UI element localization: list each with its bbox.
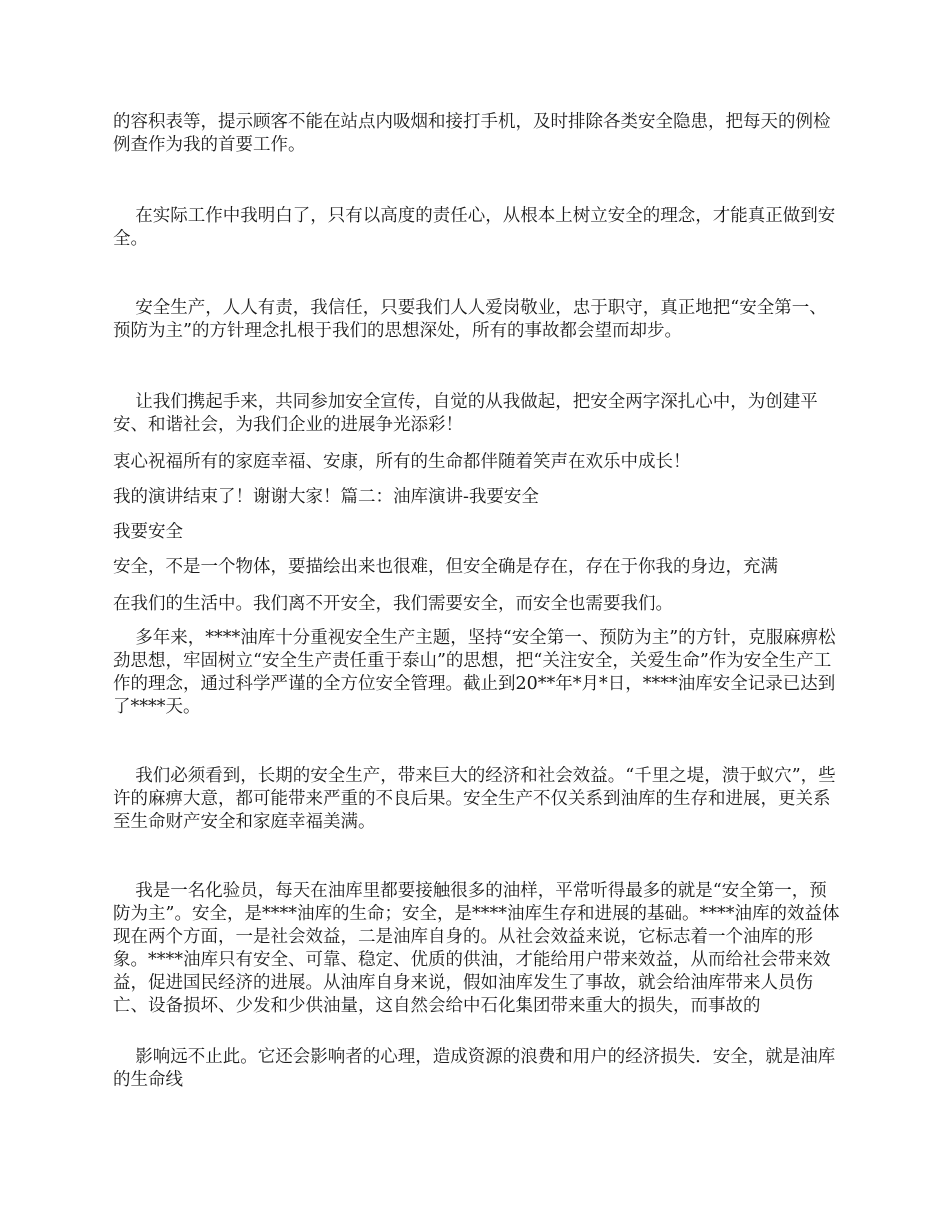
paragraph: 让我们携起手来，共同参加安全宣传，自觉的从我做起，把安全两字深扎心中，为创建平安、和谐社会，为我们企业的进展争光添彩！ (113, 392, 818, 435)
paragraph: 安全生产，人人有责，我信任，只要我们人人爱岗敬业，忠于职守，真正地把“安全第一、预防为主”的方针理念扎根于我们的思想深处，所有的事故都会望而却步。 (113, 298, 827, 341)
paragraph: 我是一名化验员，每天在油库里都要接触很多的油样，平常听得最多的就是“安全第一，预防为主”。安全，是****油库的生命；安全，是****油库生存和进展的基础。****油库的效益体现在两个方面，一是社会效益，二是油库自身的。从社会效益来说，它标志着一个油库的形象。****油库只有安全、可靠、稳定、优质的供油，才能给用户带来效益，从而给社会带来效益，促进国民经济的进展。从油库自身来说，假如油库发生了事故，就会给油库带来人员伤亡、设备损坏、少发和少供油量，这自然会给中石化集团带来重大的损失，而事故的 (113, 881, 840, 1016)
paragraph: 影响远不止此。它还会影响者的心理，造成资源的浪费和用户的经济损失．安全，就是油库的生命线 (113, 1047, 836, 1090)
paragraph: 在我们的生活中。我们离不开安全，我们需要安全，而安全也需要我们。 (113, 594, 673, 614)
paragraph: 的容积表等，提示顾客不能在站点内吸烟和接打手机，及时排除各类安全隐患，把每天的例检例查作为我的首要工作。 (113, 112, 831, 155)
paragraph: 我们必须看到，长期的安全生产，带来巨大的经济和社会效益。“千里之堤，溃于蚁穴”，些许的麻痹大意，都可能带来严重的不良后果。安全生产不仅关系到油库的生存和进展，更关系至生命财产安全和家庭幸福美满。 (113, 766, 836, 832)
paragraph: 安全，不是一个物体，要描绘出来也很难，但安全确是存在，存在于你我的身边，充满 (113, 557, 778, 577)
paragraph: 我要安全 (113, 522, 183, 542)
paragraph: 在实际工作中我明白了，只有以高度的责任心，从根本上树立安全的理念，才能真正做到安全。 (113, 206, 836, 249)
paragraph: 我的演讲结束了！谢谢大家！篇二：油库演讲-我要安全 (113, 487, 539, 507)
paragraph: 衷心祝福所有的家庭幸福、安康，所有的生命都伴随着笑声在欢乐中成长！ (113, 452, 691, 472)
paragraph: 多年来，****油库十分重视安全生产主题，坚持“安全第一、预防为主”的方针，克服麻痹松劲思想，牢固树立“安全生产责任重于泰山”的思想，把“关注安全，关爱生命”作为安全生产工作的理念，通过科学严谨的全方位安全管理。截止到20**年*月*日，****油库安全记录已达到了****天。 (113, 628, 836, 717)
